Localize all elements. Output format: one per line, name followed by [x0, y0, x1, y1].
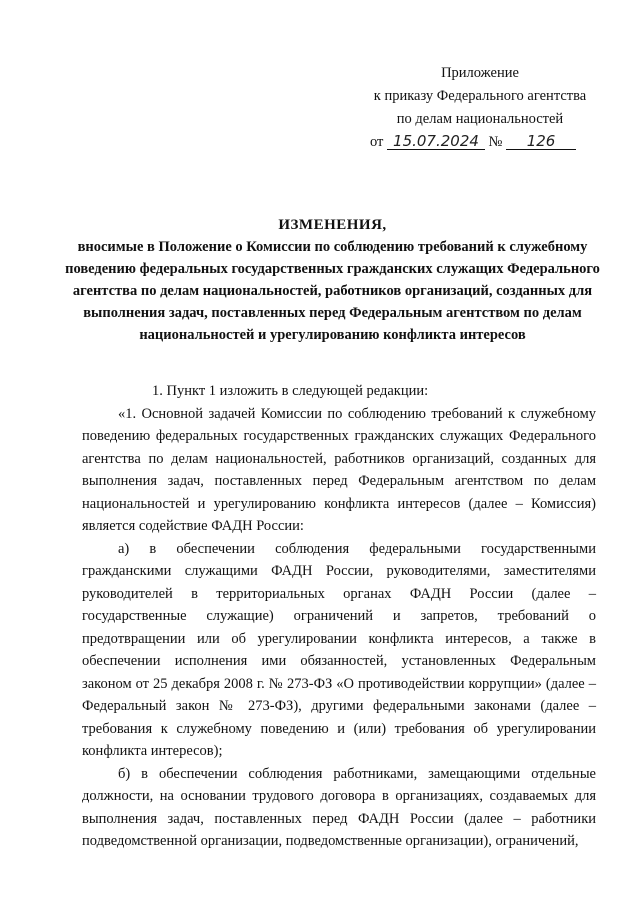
number-label: №: [488, 134, 503, 150]
title-main: ИЗМЕНЕНИЯ,: [278, 217, 387, 233]
paragraph-4: б) в обеспечении соблюдения работниками, замещающими отдельные должности, на основании трудового договора в организациях, создаваемых для выполнения задач, поставленных перед ФАДН России (далее – работники подведомственной организации, подведомственные организации), ограничений,: [82, 765, 596, 849]
document-title: [60, 214, 605, 346]
document-body: [82, 380, 596, 853]
from-label: от: [370, 134, 384, 150]
appendix-header: [360, 62, 600, 154]
paragraph-2: «1. Основной задачей Комиссии по соблюдению требований к служебному поведению федеральных государственных гражданских служащих Федерального агентства по делам национальностей, работников организаций, созданных для выполнения задач, поставленных перед Федеральным агентством по делам национальностей и урегулированию конфликта интересов (далее – Комиссия) является содействие ФАДН России:: [82, 405, 596, 534]
paragraph-1: 1. Пункт 1 изложить в следующей редакции:: [152, 383, 429, 399]
appendix-label: Приложение: [441, 65, 519, 81]
title-subtitle: вносимые в Положение о Комиссии по соблюдению требований к служебному поведению федеральных государственных гражданских служащих Федерального агентства по делам национальностей, работников организаций, созданных для выполнения задач, поставленных перед Федеральным агентством по делам национальностей и урегулированию конфликта интересов: [65, 239, 600, 343]
order-date-number: [360, 131, 600, 154]
handwritten-number: 126: [506, 133, 576, 150]
paragraph-3: а) в обеспечении соблюдения федеральными государственными гражданскими служащими ФАДН России, руководителями, заместителями руководителей в территориальных органах ФАДН России (далее – государственные служащие) ограничений и запретов, требований о предотвращении или об урегулировании конфликта интересов, а также в обеспечении исполнения ими обязанностей, установленных Федеральным законом от 25 декабря 2008 г. № 273-ФЗ «О противодействии коррупции» (далее – Федеральный закон № 273-ФЗ), другими федеральными законами (далее – требования к служебному поведению и (или) требования об урегулировании конфликта интересов);: [82, 540, 596, 759]
handwritten-date: 15.07.2024: [387, 133, 485, 150]
order-reference: к приказу Федерального агентства: [373, 88, 587, 104]
agency-name: по делам национальностей: [396, 111, 564, 127]
